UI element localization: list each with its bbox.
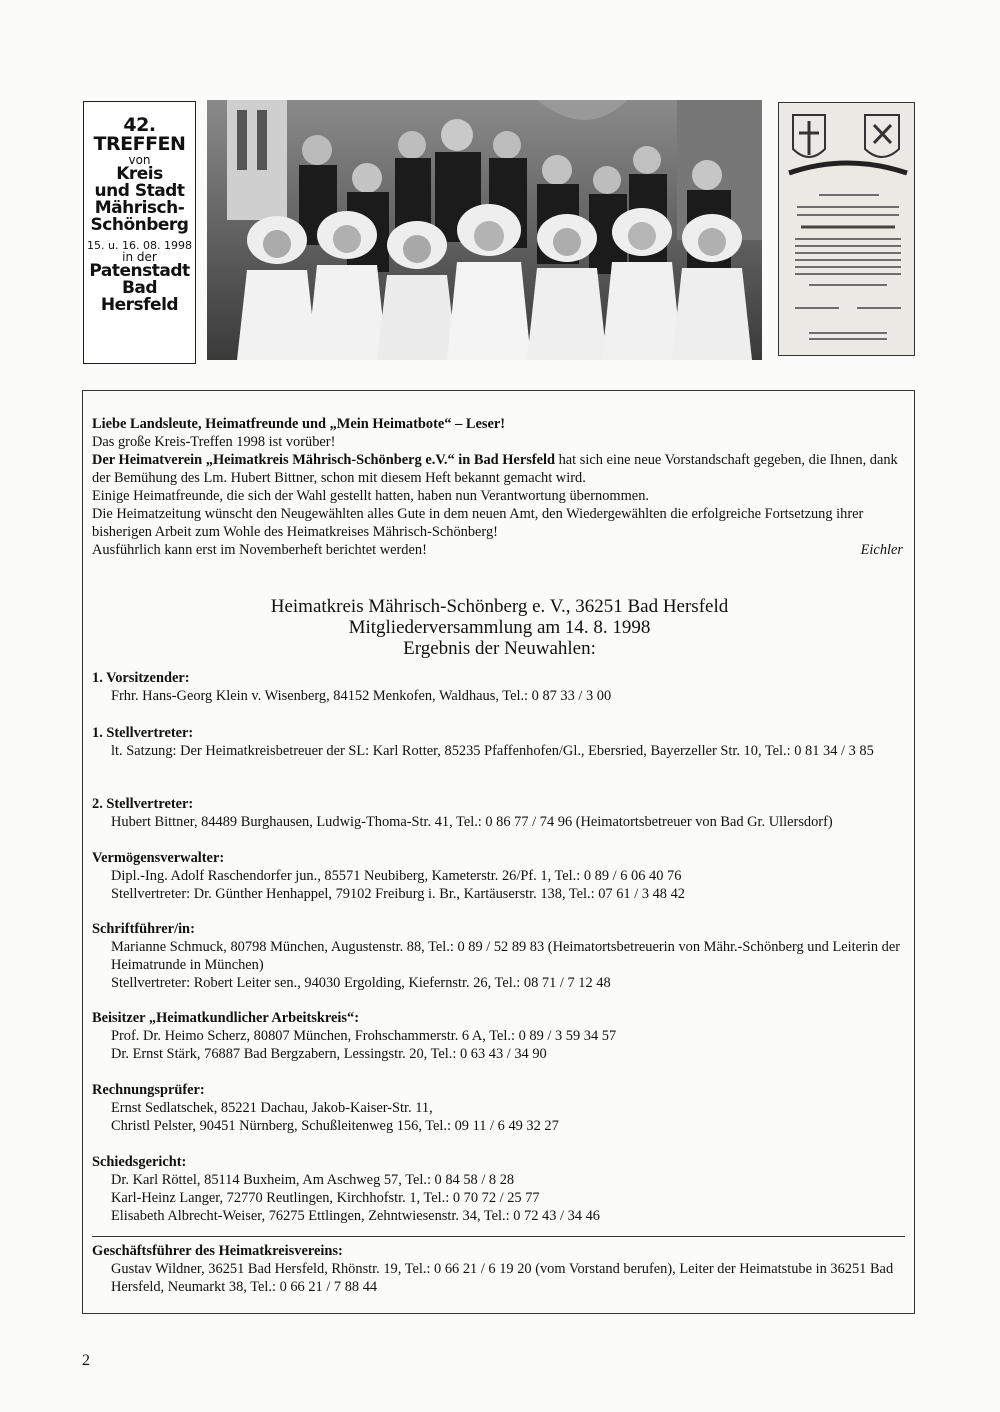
section-line: Elisabeth Albrecht-Weiser, 76275 Ettlingen, Zehntwiesenstr. 34, Tel.: 0 72 43 / 34 46 bbox=[111, 1208, 600, 1224]
election-heading bbox=[92, 596, 907, 659]
intro-signature: Eichler bbox=[860, 542, 903, 558]
section-line: Frhr. Hans-Georg Klein v. Wisenberg, 84152 Menkofen, Waldhaus, Tel.: 0 87 33 / 3 00 bbox=[111, 688, 612, 704]
poster-in-der: in der bbox=[122, 250, 157, 264]
section-divider bbox=[92, 1236, 905, 1237]
section-title: Rechnungsprüfer: bbox=[92, 1082, 205, 1098]
intro-line-6: Ausführlich kann erst im Novemberheft berichtet werden! bbox=[92, 542, 427, 558]
certificate-illustration bbox=[779, 103, 915, 356]
section-line: Dr. Ernst Stärk, 76887 Bad Bergzabern, Lessingstr. 20, Tel.: 0 63 43 / 34 90 bbox=[111, 1046, 547, 1062]
poster-date: 15. u. 16. 08. 1998 bbox=[87, 239, 192, 252]
certificate-image bbox=[778, 102, 915, 356]
section-title: Geschäftsführer des Heimatkreisvereins: bbox=[92, 1243, 343, 1259]
heading-line-3: Ergebnis der Neuwahlen: bbox=[403, 638, 596, 659]
section-stellvertreter-1 bbox=[92, 724, 907, 760]
section-line: lt. Satzung: Der Heimatkreisbetreuer der SL: Karl Rotter, 85235 Pfaffenhofen/Gl., Ebersried, Bayerzeller Str. 10, Tel.: 0 81 34 / 3 85 bbox=[111, 743, 874, 759]
section-line: Dr. Karl Röttel, 85114 Buxheim, Am Aschweg 57, Tel.: 0 84 58 / 8 28 bbox=[111, 1172, 515, 1188]
section-geschaeftsfuehrer bbox=[92, 1242, 907, 1296]
group-photo bbox=[207, 100, 762, 360]
section-schriftfuehrer bbox=[92, 920, 907, 992]
intro-letter bbox=[92, 415, 907, 559]
poster-number: 42. bbox=[123, 114, 156, 136]
poster-kreis: Kreis bbox=[116, 164, 163, 184]
poster-maehrisch: Mährisch- bbox=[94, 198, 185, 218]
section-line: Karl-Heinz Langer, 72770 Reutlingen, Kirchhofstr. 1, Tel.: 0 70 72 / 25 77 bbox=[111, 1190, 540, 1206]
section-vermoegensverwalter bbox=[92, 849, 907, 903]
section-schiedsgericht bbox=[92, 1153, 907, 1225]
section-line: Prof. Dr. Heimo Scherz, 80807 München, Frohschammerstr. 6 A, Tel.: 0 89 / 3 59 34 57 bbox=[111, 1028, 617, 1044]
section-rechnungspruefer bbox=[92, 1081, 907, 1135]
intro-line-3-rest: hat sich eine neue Vorstandschaft gegeben, die Ihnen, dank der Bemühung des Lm. Hubert Bittner, schon mit diesem Heft bekannt gemacht wird. bbox=[92, 452, 898, 486]
poster-und-stadt: und Stadt bbox=[94, 181, 185, 201]
event-poster-box bbox=[83, 101, 196, 364]
section-line: Marianne Schmuck, 80798 München, Augustenstr. 88, Tel.: 0 89 / 52 89 83 (Heimatortsbetreuerin von Mähr.-Schönberg und Leiterin der Heimatrunde in München) bbox=[111, 939, 900, 973]
section-title: 1. Stellvertreter: bbox=[92, 725, 194, 741]
poster-patenstadt: Patenstadt bbox=[89, 261, 190, 281]
section-line: Ernst Sedlatschek, 85221 Dachau, Jakob-Kaiser-Str. 11, bbox=[111, 1100, 433, 1116]
section-title: 1. Vorsitzender: bbox=[92, 670, 190, 686]
section-line: Gustav Wildner, 36251 Bad Hersfeld, Rhönstr. 19, Tel.: 0 66 21 / 6 19 20 (vom Vorstand berufen), Leiter der Heimatstube in 36251 Bad Hersfeld, Neumarkt 38, Tel.: 0 66 21 / 7 88 44 bbox=[111, 1261, 894, 1295]
section-title: Vermögensverwalter: bbox=[92, 850, 225, 866]
page-number: 2 bbox=[82, 1352, 90, 1369]
heading-line-1: Heimatkreis Mährisch-Schönberg e. V., 36251 Bad Hersfeld bbox=[270, 596, 729, 617]
section-line: Hubert Bittner, 84489 Burghausen, Ludwig-Thoma-Str. 41, Tel.: 0 86 77 / 74 96 (Heimatortsbetreuer von Bad Gr. Ullersdorf) bbox=[111, 814, 833, 830]
section-title: 2. Stellvertreter: bbox=[92, 796, 194, 812]
poster-treffen: TREFFEN bbox=[93, 133, 186, 155]
section-vorsitzender bbox=[92, 669, 907, 705]
section-stellvertreter-2 bbox=[92, 795, 907, 831]
poster-von: von bbox=[128, 153, 151, 167]
intro-line-3-bold: Der Heimatverein „Heimatkreis Mährisch-Schönberg e.V.“ in Bad Hersfeld bbox=[92, 452, 555, 468]
section-line: Stellvertreter: Dr. Günther Henhappel, 79102 Freiburg i. Br., Kartäuserstr. 138, Tel.: 07 61 / 3 48 42 bbox=[111, 886, 685, 902]
group-photo-illustration bbox=[207, 100, 762, 360]
intro-line-2: Das große Kreis-Treffen 1998 ist vorüber! bbox=[92, 434, 336, 450]
section-title: Beisitzer „Heimatkundlicher Arbeitskreis“: bbox=[92, 1010, 360, 1026]
intro-greeting: Liebe Landsleute, Heimatfreunde und „Mein Heimatbote“ – Leser! bbox=[92, 416, 506, 432]
section-line: Stellvertreter: Robert Leiter sen., 94030 Ergolding, Kiefernstr. 26, Tel.: 08 71 / 7 12 48 bbox=[111, 975, 611, 991]
section-title: Schriftführer/in: bbox=[92, 921, 195, 937]
section-beisitzer bbox=[92, 1009, 907, 1063]
intro-line-3 bbox=[92, 451, 907, 487]
poster-schoenberg: Schönberg bbox=[90, 215, 189, 235]
poster-bad-hersfeld: Bad Hersfeld bbox=[100, 278, 179, 315]
section-line: Christl Pelster, 90451 Nürnberg, Schußleitenweg 156, Tel.: 09 11 / 6 49 32 27 bbox=[111, 1118, 559, 1134]
heading-line-2: Mitgliederversammlung am 14. 8. 1998 bbox=[348, 617, 651, 638]
section-title: Schiedsgericht: bbox=[92, 1154, 187, 1170]
intro-line-5: Die Heimatzeitung wünscht den Neugewählten alles Gute in dem neuen Amt, den Wiedergewählten die erfolgreiche Fortsetzung ihrer bisherigen Arbeit zum Wohle des Heimatkreises Mährisch-Schönberg! bbox=[92, 506, 864, 540]
section-line: Dipl.-Ing. Adolf Raschendorfer jun., 85571 Neubiberg, Kameterstr. 26/Pf. 1, Tel.: 0 89 / 6 06 40 76 bbox=[111, 868, 682, 884]
intro-line-4: Einige Heimatfreunde, die sich der Wahl gestellt hatten, haben nun Verantwortung übernommen. bbox=[92, 488, 649, 504]
